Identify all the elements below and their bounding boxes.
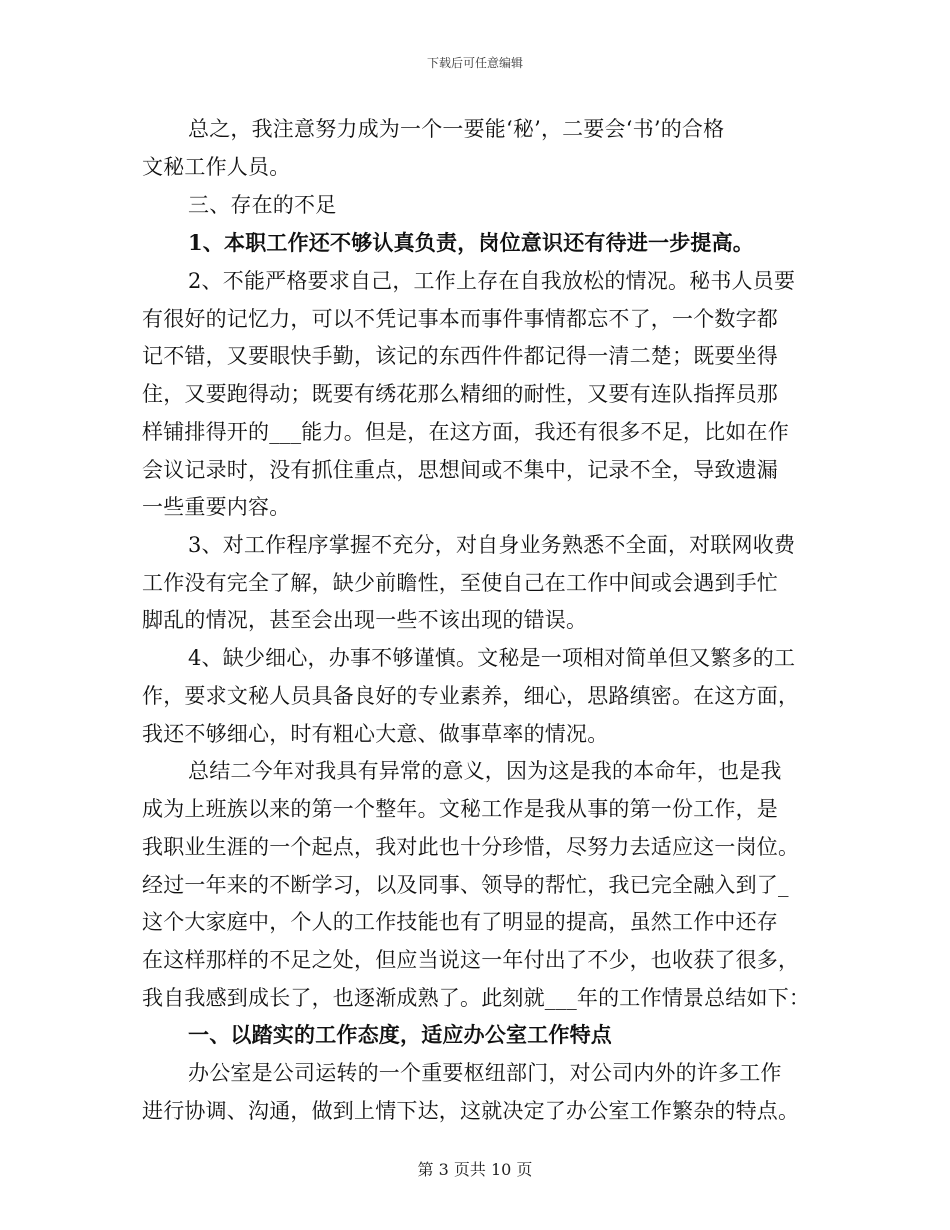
paragraph-line: 作，要求文秘人员具备良好的专业素养，细心，思路缜密。在这方面， [142, 684, 800, 708]
paragraph-line: 脚乱的情况，甚至会出现一些不该出现的错误。 [142, 608, 588, 632]
paragraph-line: 会议记录时，没有抓住重点，思想间或不集中，记录不全，导致遗漏 [142, 458, 778, 482]
paragraph-line: 2、不能严格要求自己，工作上存在自我放松的情况。秘书人员要 [188, 269, 796, 293]
paragraph-line: 总结二今年对我具有异常的意义，因为这是我的本命年，也是我 [188, 759, 782, 783]
paragraph-line: 这个大家庭中，个人的工作技能也有了明显的提高，虽然工作中还存 [142, 910, 778, 934]
page-footer: 第 3 页共 10 页 [417, 1160, 533, 1179]
bold-item-heading: 1、本职工作还不够认真负责，岗位意识还有待进一步提高。 [188, 230, 755, 255]
page-header: 下载后可任意编辑 [426, 56, 523, 70]
paragraph-line: 我自我感到成长了，也逐渐成熟了。此刻就___年的工作情景总结如下： [142, 986, 811, 1010]
section-heading: 三、存在的不足 [188, 193, 337, 217]
paragraph-line: 进行协调、沟通，做到上情下达，这就决定了办公室工作繁杂的特点。 [142, 1099, 800, 1123]
paragraph-line: 样铺排得开的___能力。但是，在这方面，我还有很多不足，比如在作 [142, 420, 789, 444]
paragraph-line: 办公室是公司运转的一个重要枢纽部门，对公司内外的许多工作 [188, 1061, 782, 1085]
paragraph-line: 住，又要跑得动；既要有绣花那么精细的耐性，又要有连队指挥员那 [142, 382, 778, 406]
paragraph-line: 在这样那样的不足之处，但应当说这一年付出了不少，也收获了很多， [142, 948, 800, 972]
paragraph-line: 我还不够细心，时有粗心大意、做事草率的情况。 [142, 722, 609, 746]
paragraph-line: 工作没有完全了解，缺少前瞻性，至使自己在工作中间或会遇到手忙 [142, 571, 778, 595]
paragraph-line: 一些重要内容。 [142, 495, 291, 519]
paragraph-line: 总之，我注意努力成为一个一要能‘秘’，二要会‘书’的合格 [188, 117, 725, 141]
paragraph-line: 有很好的记忆力，可以不凭记事本而事件事情都忘不了，一个数字都 [142, 307, 778, 331]
paragraph-line: 3、对工作程序掌握不充分，对自身业务熟悉不全面，对联网收费 [188, 533, 796, 557]
paragraph-line: 文秘工作人员。 [142, 155, 291, 179]
paragraph-line: 我职业生涯的一个起点，我对此也十分珍惜，尽努力去适应这一岗位。 [142, 835, 800, 859]
paragraph-line: 4、缺少细心，办事不够谨慎。文秘是一项相对简单但又繁多的工 [188, 646, 796, 670]
paragraph-line: 成为上班族以来的第一个整年。文秘工作是我从事的第一份工作，是 [142, 797, 778, 821]
paragraph-line: 记不错，又要眼快手勤，该记的东西件件都记得一清二楚；既要坐得 [142, 344, 778, 368]
paragraph-line: 经过一年来的不断学习，以及同事、领导的帮忙，我已完全融入到了_ [142, 873, 789, 897]
section-heading-bold: 一、以踏实的工作态度，适应办公室工作特点 [188, 1022, 612, 1047]
